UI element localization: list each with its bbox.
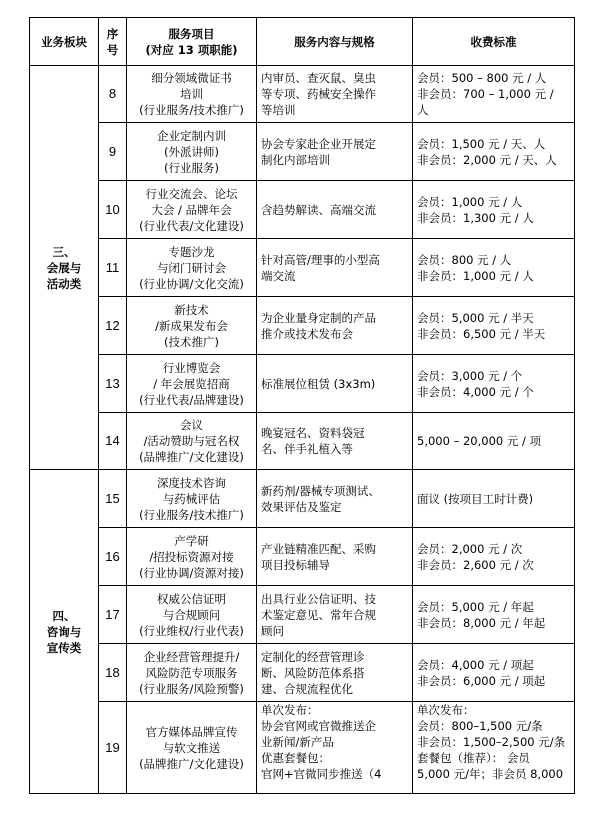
row-number: 9 bbox=[99, 123, 127, 181]
fee-standard: 会员：3,000 元 / 个 非会员：4,000 元 / 个 bbox=[413, 355, 575, 413]
service-item: 官方媒体品牌宣传 与软文推送 (品牌推广/文化建设) bbox=[127, 702, 257, 794]
segment-consulting: 四、 咨询与 宣传类 bbox=[30, 470, 99, 794]
row-number: 15 bbox=[99, 470, 127, 528]
header-item: 服务项目 (对应 13 项职能) bbox=[127, 18, 257, 66]
service-item: 企业定制内训 (外派讲师) (行业服务) bbox=[127, 123, 257, 181]
row-number: 19 bbox=[99, 702, 127, 794]
service-content: 含趋势解读、高端交流 bbox=[257, 181, 413, 239]
fee-standard: 会员：5,000 元 / 年起 非会员：8,000 元 / 年起 bbox=[413, 586, 575, 644]
service-content: 产业链精准匹配、采购 项目投标辅导 bbox=[257, 528, 413, 586]
fee-standard: 单次发布： 会员：800–1,500 元/条 非会员：1,500–2,500 元/条 套餐包（推荐）： 会员 5,000 元/年；非会员 8,000 bbox=[413, 702, 575, 794]
service-content: 定制化的经营管理诊 断、风险防范体系搭 建、合规流程优化 bbox=[257, 644, 413, 702]
fee-standard: 会员：1,000 元 / 人 非会员：1,300 元 / 人 bbox=[413, 181, 575, 239]
fee-standard: 会员：2,000 元 / 次 非会员：2,600 元 / 次 bbox=[413, 528, 575, 586]
table-row bbox=[30, 297, 575, 355]
table-row bbox=[30, 181, 575, 239]
service-content: 新药剂/器械专项测试、 效果评估及鉴定 bbox=[257, 470, 413, 528]
table-row bbox=[30, 528, 575, 586]
table-row bbox=[30, 239, 575, 297]
service-item: 产学研 /招投标资源对接 (行业协调/资源对接) bbox=[127, 528, 257, 586]
header-no: 序 号 bbox=[99, 18, 127, 66]
segment-exhibition: 三、 会展与 活动类 bbox=[30, 66, 99, 470]
service-content: 为企业量身定制的产品 推介或技术发布会 bbox=[257, 297, 413, 355]
row-number: 14 bbox=[99, 413, 127, 470]
table-row bbox=[30, 470, 575, 528]
service-content: 内审员、查灭鼠、臭虫 等专项、药械安全操作 等培训 bbox=[257, 66, 413, 123]
row-number: 10 bbox=[99, 181, 127, 239]
service-content: 单次发布： 协会官网或官微推送企 业新闻/新产品 优惠套餐包： 官网+官微同步推送（4 bbox=[257, 702, 413, 794]
table-row bbox=[30, 66, 575, 123]
row-number: 8 bbox=[99, 66, 127, 123]
row-number: 16 bbox=[99, 528, 127, 586]
header-fee: 收费标准 bbox=[413, 18, 575, 66]
service-content: 标准展位租赁 (3x3m) bbox=[257, 355, 413, 413]
fee-standard: 会员：500 – 800 元 / 人 非会员：700 – 1,000 元 / 人 bbox=[413, 66, 575, 123]
fee-schedule-table bbox=[29, 17, 575, 794]
service-item: 细分领域微证书 培训 (行业服务/技术推广) bbox=[127, 66, 257, 123]
table-row bbox=[30, 702, 575, 794]
header-content: 服务内容与规格 bbox=[257, 18, 413, 66]
row-number: 13 bbox=[99, 355, 127, 413]
service-content: 出具行业公信证明、技 术鉴定意见、常年合规 顾问 bbox=[257, 586, 413, 644]
service-content: 针对高管/理事的小型高 端交流 bbox=[257, 239, 413, 297]
service-item: 会议 /活动赞助与冠名权 (品牌推广/文化建设) bbox=[127, 413, 257, 470]
row-number: 11 bbox=[99, 239, 127, 297]
service-item: 行业博览会 / 年会展览招商 (行业代表/品牌建设) bbox=[127, 355, 257, 413]
fee-standard: 5,000 – 20,000 元 / 项 bbox=[413, 413, 575, 470]
service-content: 晚宴冠名、资料袋冠 名、伴手礼植入等 bbox=[257, 413, 413, 470]
service-item: 企业经营管理提升/ 风险防范专项服务 (行业服务/风险预警) bbox=[127, 644, 257, 702]
fee-standard: 会员：1,500 元 / 天、人 非会员：2,000 元 / 天、人 bbox=[413, 123, 575, 181]
service-item: 行业交流会、论坛 大会 / 品牌年会 (行业代表/文化建设) bbox=[127, 181, 257, 239]
header-segment: 业务板块 bbox=[30, 18, 99, 66]
service-item: 专题沙龙 与闭门研讨会 (行业协调/文化交流) bbox=[127, 239, 257, 297]
table-row bbox=[30, 123, 575, 181]
service-item: 权威公信证明 与合规顾问 (行业维权/行业代表) bbox=[127, 586, 257, 644]
service-item: 深度技术咨询 与药械评估 (行业服务/技术推广) bbox=[127, 470, 257, 528]
table-row bbox=[30, 586, 575, 644]
service-item: 新技术 /新成果发布会 (技术推广) bbox=[127, 297, 257, 355]
row-number: 18 bbox=[99, 644, 127, 702]
fee-standard: 面议 (按项目工时计费) bbox=[413, 470, 575, 528]
table-row bbox=[30, 355, 575, 413]
service-content: 协会专家赴企业开展定 制化内部培训 bbox=[257, 123, 413, 181]
fee-standard: 会员：5,000 元 / 半天 非会员：6,500 元 / 半天 bbox=[413, 297, 575, 355]
row-number: 12 bbox=[99, 297, 127, 355]
fee-standard: 会员：800 元 / 人 非会员：1,000 元 / 人 bbox=[413, 239, 575, 297]
row-number: 17 bbox=[99, 586, 127, 644]
table-row bbox=[30, 413, 575, 470]
fee-standard: 会员：4,000 元 / 项起 非会员：6,000 元 / 项起 bbox=[413, 644, 575, 702]
table-row bbox=[30, 644, 575, 702]
header-row bbox=[30, 18, 575, 66]
